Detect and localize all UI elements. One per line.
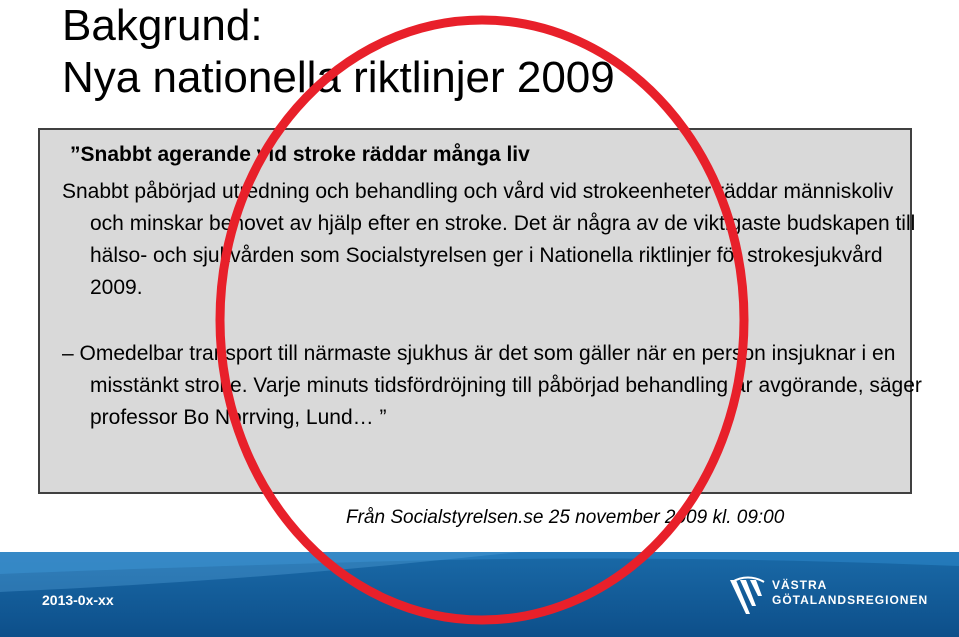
quote-paragraph-2: – Omedelbar transport till närmaste sjukhus är det som gäller när en person insjuknar i en misstänkt stroke. Varje minuts tidsfördröjning till påbörjad behandling är avgörande, säger professor Bo Norrving, Lund… ” [62, 342, 922, 429]
vgr-logo-mark-icon [728, 574, 768, 618]
quote-box [38, 128, 922, 494]
quote-heading: ”Snabbt agerande vid stroke räddar många liv [70, 143, 530, 166]
vgr-logo [728, 574, 928, 618]
source-citation: Från Socialstyrelsen.se 25 november 2009 kl. 09:00 [346, 507, 785, 528]
slide-title-line1: Bakgrund: [62, 1, 263, 50]
vgr-logo-line1: VÄSTRA [772, 578, 828, 592]
vgr-logo-text [772, 578, 928, 608]
footer-date: 2013-0x-xx [42, 592, 114, 608]
footer-band [0, 552, 959, 637]
vgr-logo-line2: GÖTALANDSREGIONEN [772, 593, 929, 607]
slide-title [62, 0, 615, 104]
quote-paragraph-1: Snabbt påbörjad utredning och behandling och vård vid strokeenheter räddar människoliv och minskar behovet av hjälp efter en stroke. Det är några av de viktigaste budskapen till hälso- och sjukvården som Socialstyrelsen ger i Nationella riktlinjer för strokesjukvård 2009. [62, 180, 916, 299]
slide-title-line2: Nya nationella riktlinjer 2009 [62, 53, 615, 102]
